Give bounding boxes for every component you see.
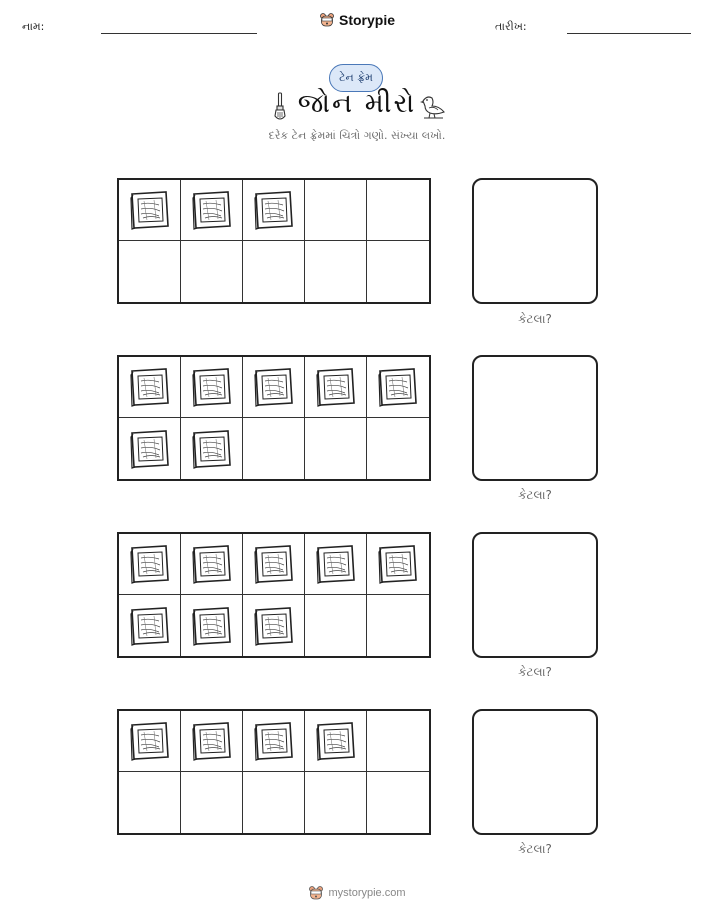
bear-icon xyxy=(319,12,335,28)
frame-cell xyxy=(367,595,429,656)
topic-badge: ટેન ફ્રેમ xyxy=(329,64,383,92)
frame-cell xyxy=(181,711,243,772)
ten-frame-1 xyxy=(117,178,431,304)
frame-cell xyxy=(119,180,181,241)
frame-cell xyxy=(305,180,367,241)
painting-canvas-icon xyxy=(129,544,171,584)
frame-cell xyxy=(243,180,305,241)
ten-frame-4 xyxy=(117,709,431,835)
painting-canvas-icon xyxy=(315,544,357,584)
painting-canvas-icon xyxy=(191,429,233,469)
frame-cell xyxy=(119,418,181,479)
frame-cell xyxy=(243,241,305,302)
frame-cell xyxy=(181,357,243,418)
frame-cell xyxy=(305,357,367,418)
frame-cell xyxy=(367,711,429,772)
instruction-text: દરેક ટેન ફ્રેમમાં ચિત્રો ગણો. સંખ્યા લખો. xyxy=(268,129,446,142)
painting-canvas-icon xyxy=(129,721,171,761)
painting-canvas-icon xyxy=(191,190,233,230)
frame-cell xyxy=(367,180,429,241)
brand-logo xyxy=(0,12,714,28)
painting-canvas-icon xyxy=(377,544,419,584)
answer-box-3[interactable] xyxy=(472,532,598,658)
frame-cell xyxy=(367,772,429,833)
bird-icon xyxy=(419,92,447,122)
frame-cell xyxy=(367,357,429,418)
count-label-2: કેટલા? xyxy=(518,488,552,502)
painting-canvas-icon xyxy=(253,367,295,407)
answer-box-1[interactable] xyxy=(472,178,598,304)
frame-cell xyxy=(305,418,367,479)
answer-box-4[interactable] xyxy=(472,709,598,835)
ten-frame-2 xyxy=(117,355,431,481)
painting-canvas-icon xyxy=(315,367,357,407)
frame-cell xyxy=(305,241,367,302)
painting-canvas-icon xyxy=(191,367,233,407)
frame-cell xyxy=(181,418,243,479)
frame-cell xyxy=(181,241,243,302)
painting-canvas-icon xyxy=(253,544,295,584)
frame-cell xyxy=(305,772,367,833)
painting-canvas-icon xyxy=(129,367,171,407)
painting-canvas-icon xyxy=(129,429,171,469)
name-label: નામ: xyxy=(22,20,45,33)
painting-canvas-icon xyxy=(129,606,171,646)
frame-cell xyxy=(243,357,305,418)
frame-cell xyxy=(119,711,181,772)
frame-cell xyxy=(243,595,305,656)
painting-canvas-icon xyxy=(253,606,295,646)
count-label-3: કેટલા? xyxy=(518,665,552,679)
count-label-1: કેટલા? xyxy=(518,312,552,326)
frame-cell xyxy=(243,711,305,772)
frame-cell xyxy=(119,357,181,418)
frame-cell xyxy=(119,595,181,656)
frame-cell xyxy=(305,711,367,772)
frame-cell xyxy=(181,595,243,656)
frame-cell xyxy=(181,534,243,595)
painting-canvas-icon xyxy=(315,721,357,761)
date-line[interactable] xyxy=(567,33,691,34)
bear-icon xyxy=(308,885,324,901)
painting-canvas-icon xyxy=(377,367,419,407)
frame-cell xyxy=(243,418,305,479)
frame-cell xyxy=(367,418,429,479)
frame-cell xyxy=(181,772,243,833)
footer xyxy=(0,885,714,901)
painting-canvas-icon xyxy=(191,544,233,584)
painting-canvas-icon xyxy=(129,190,171,230)
painting-canvas-icon xyxy=(191,721,233,761)
frame-cell xyxy=(181,180,243,241)
ten-frame-3 xyxy=(117,532,431,658)
name-line[interactable] xyxy=(101,33,257,34)
frame-cell xyxy=(243,772,305,833)
count-label-4: કેટલા? xyxy=(518,842,552,856)
frame-cell xyxy=(305,595,367,656)
page-title: જોન મીરો xyxy=(297,88,417,119)
frame-cell xyxy=(367,534,429,595)
frame-cell xyxy=(119,534,181,595)
answer-box-2[interactable] xyxy=(472,355,598,481)
painting-canvas-icon xyxy=(253,190,295,230)
footer-url: mystorypie.com xyxy=(328,887,406,899)
date-label: તારીખ: xyxy=(495,20,527,33)
frame-cell xyxy=(305,534,367,595)
frame-cell xyxy=(243,534,305,595)
painting-canvas-icon xyxy=(253,721,295,761)
frame-cell xyxy=(367,241,429,302)
frame-cell xyxy=(119,772,181,833)
brand-name: Storypie xyxy=(338,12,395,28)
painting-canvas-icon xyxy=(191,606,233,646)
frame-cell xyxy=(119,241,181,302)
